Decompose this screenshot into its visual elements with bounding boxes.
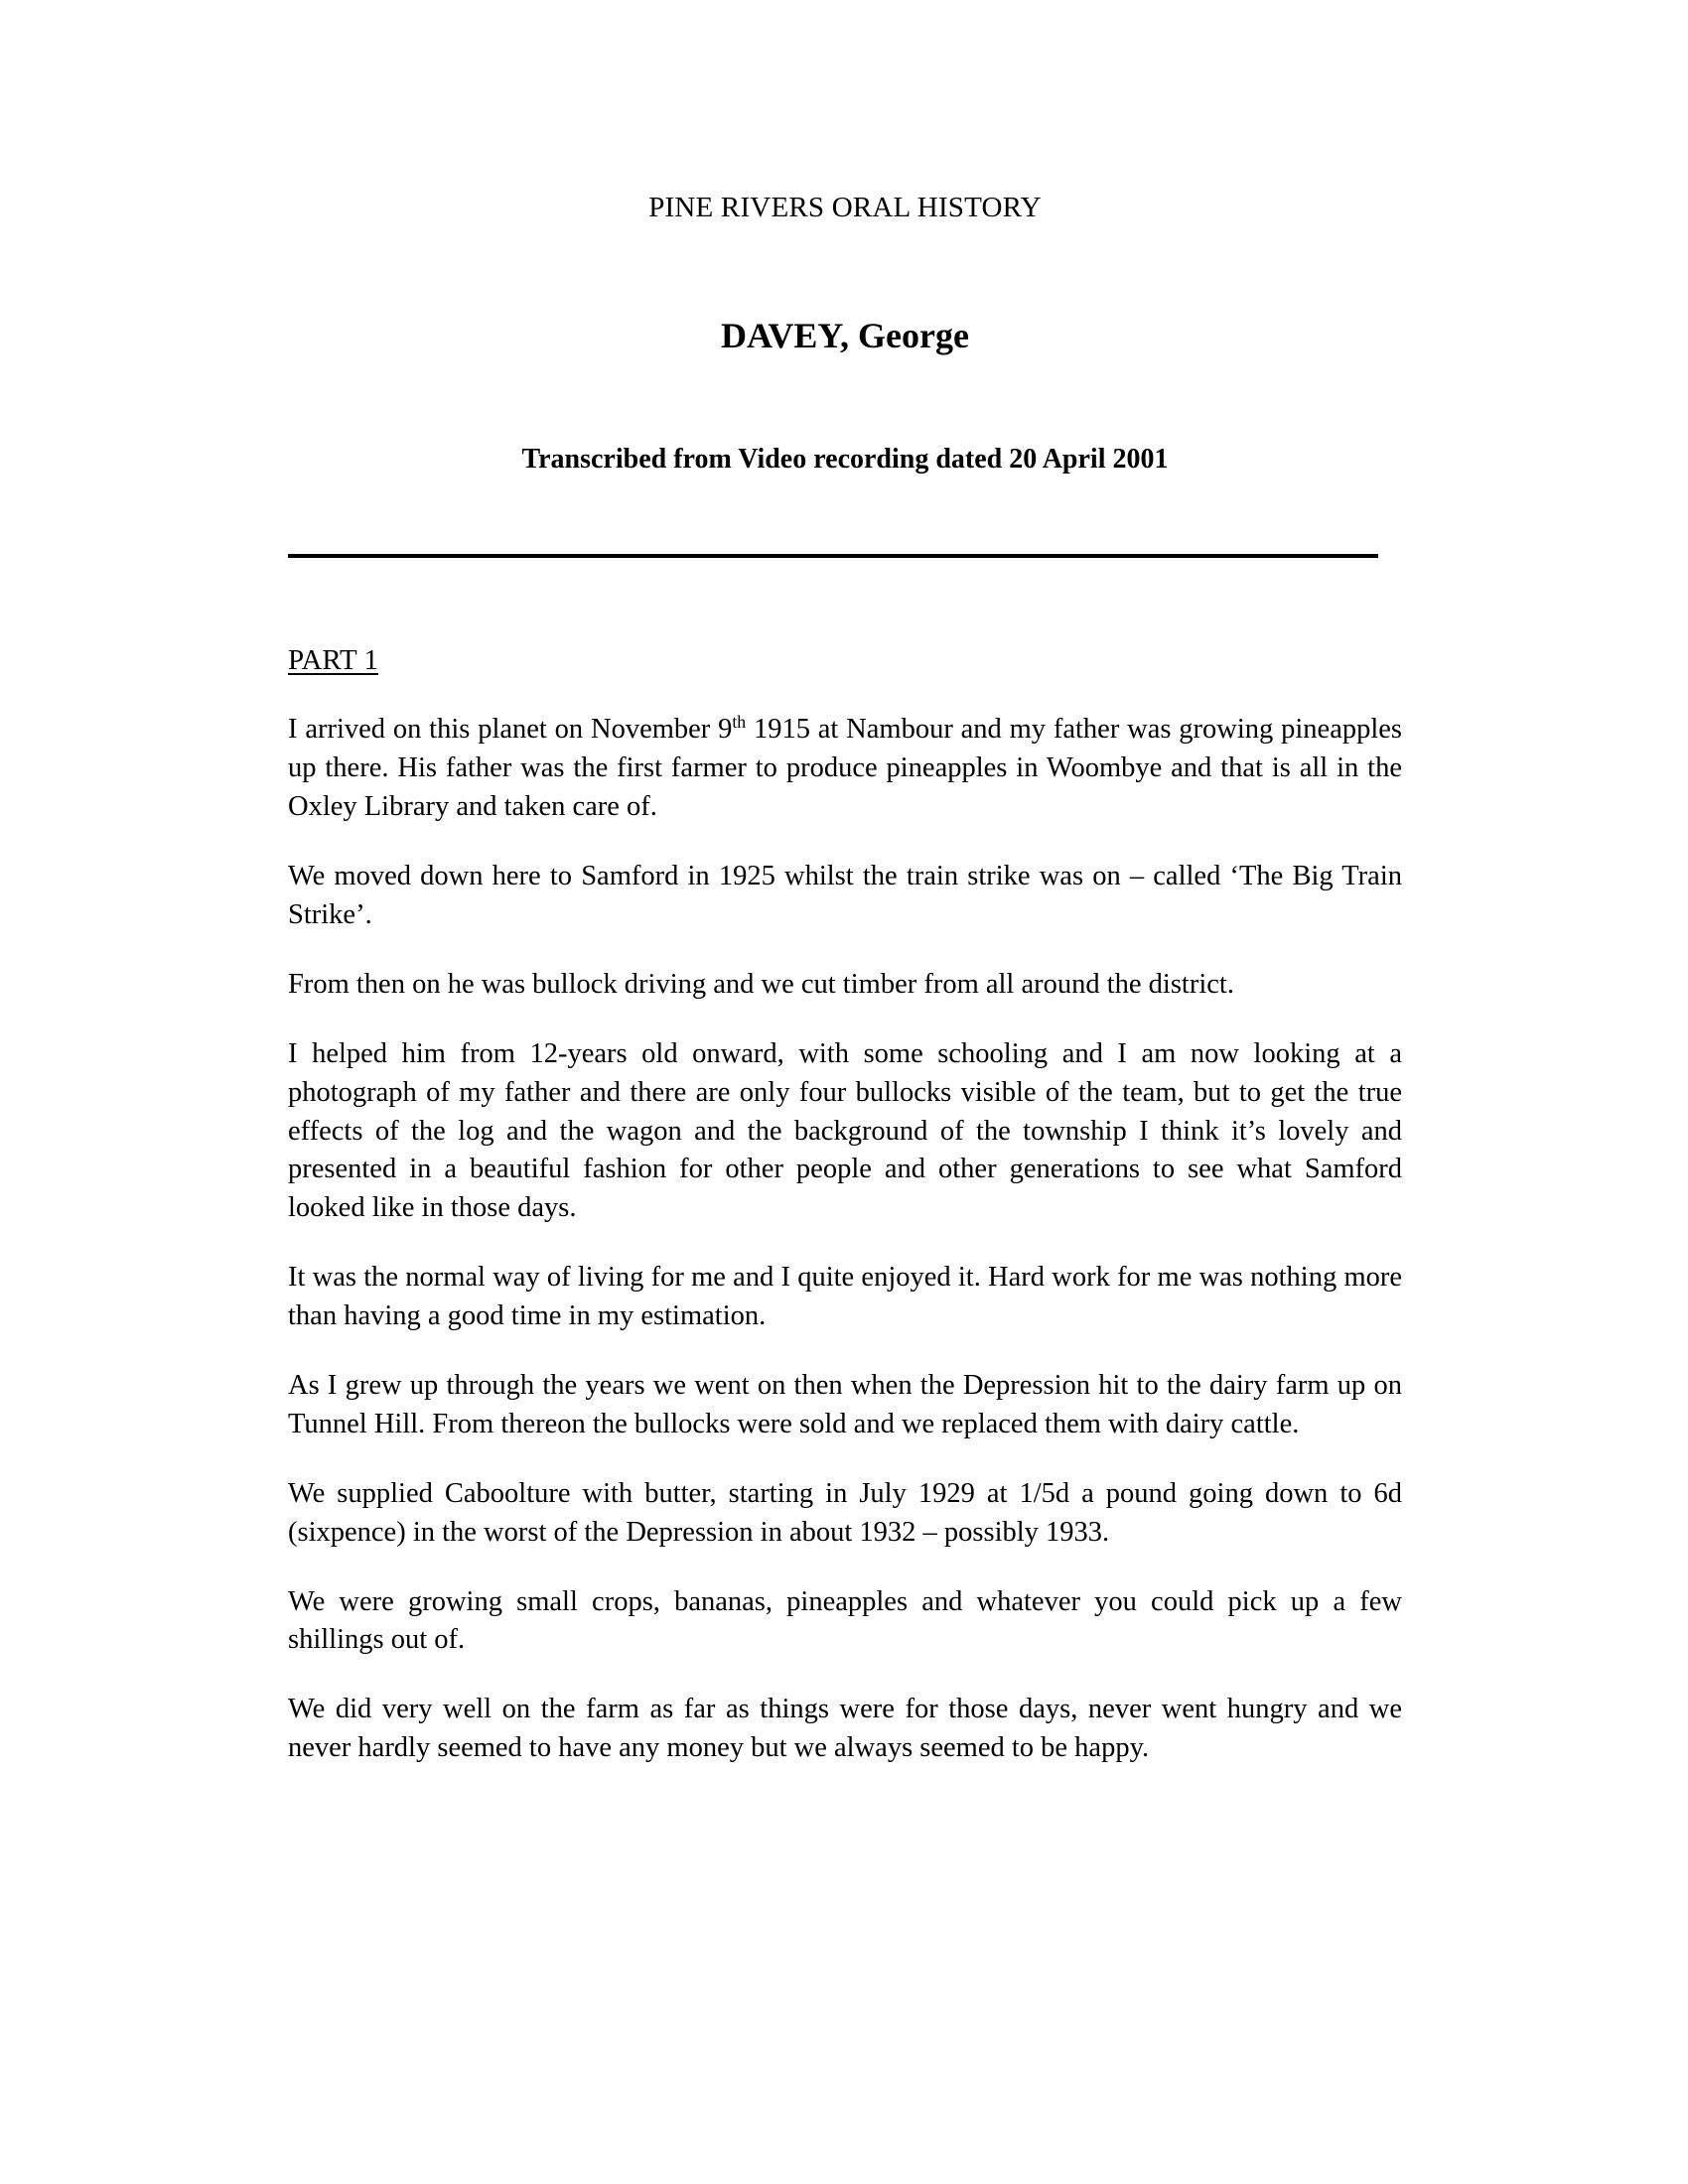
text-run: From then on he was bullock driving and we cut timber from all around the district.	[288, 968, 1234, 1000]
transcript-paragraph	[288, 1259, 1402, 1336]
ordinal-suffix: th	[732, 712, 747, 733]
document-subtitle: Transcribed from Video recording dated 20 April 2001	[521, 443, 1169, 475]
section-heading-part-1	[288, 643, 1402, 678]
transcript-paragraph	[288, 711, 1402, 827]
transcript-body	[288, 711, 1402, 1768]
horizontal-divider-wrap	[288, 554, 1402, 558]
document-content-column	[288, 0, 1402, 1768]
text-run: We supplied Caboolture with butter, starting in July 1929 at 1/5d a pound going down to 6d (sixpence) in the worst of the Depression in about 1932 – possibly 1933.	[288, 1477, 1402, 1548]
text-run: We did very well on the farm as far as things were for those days, never went hungry and we never hardly seemed to have any money but we always seemed to be happy.	[288, 1694, 1402, 1764]
section-heading-label: PART 1	[288, 643, 378, 676]
document-header-line: PINE RIVERS ORAL HISTORY	[648, 192, 1042, 223]
transcript-paragraph	[288, 966, 1402, 1005]
text-run: I arrived on this planet on November 9	[288, 714, 733, 746]
text-run: We were growing small crops, bananas, pineapples and whatever you could pick up a few shillings out of.	[288, 1585, 1402, 1656]
text-run: We moved down here to Samford in 1925 whilst the train strike was on – called ‘The Big Train Strike’.	[288, 861, 1402, 930]
text-run: It was the normal way of living for me and I quite enjoyed it. Hard work for me was nothing more than having a good time in my estimation.	[288, 1262, 1402, 1332]
transcript-paragraph	[288, 1583, 1402, 1661]
transcript-paragraph	[288, 1475, 1402, 1553]
transcript-paragraph	[288, 1035, 1402, 1228]
text-run: As I grew up through the years we went on then when the Depression hit to the dairy farm up on Tunnel Hill. From thereon the bullocks were sold and we replaced them with dairy cattle.	[288, 1369, 1402, 1439]
transcript-paragraph	[288, 858, 1402, 935]
page-title: DAVEY, George	[721, 315, 969, 355]
text-run: I helped him from 12-years old onward, with some schooling and I am now looking at a photograph of my father and there are only four bullocks visible of the team, but to get the true effects of the log and the wagon and the background of the township I think it’s lovely and presented in a beautiful fashion for other people and other generations to see what Samford looked like in those days.	[288, 1037, 1402, 1224]
text-run: 1915 at Nambour and my father was growing pineapples up there. His father was the first farmer to produce pineapples in Woombye and that is all in the Oxley Library and taken care of.	[288, 714, 1403, 823]
horizontal-divider	[288, 554, 1378, 558]
transcript-paragraph	[288, 1691, 1402, 1768]
transcript-paragraph	[288, 1367, 1402, 1444]
